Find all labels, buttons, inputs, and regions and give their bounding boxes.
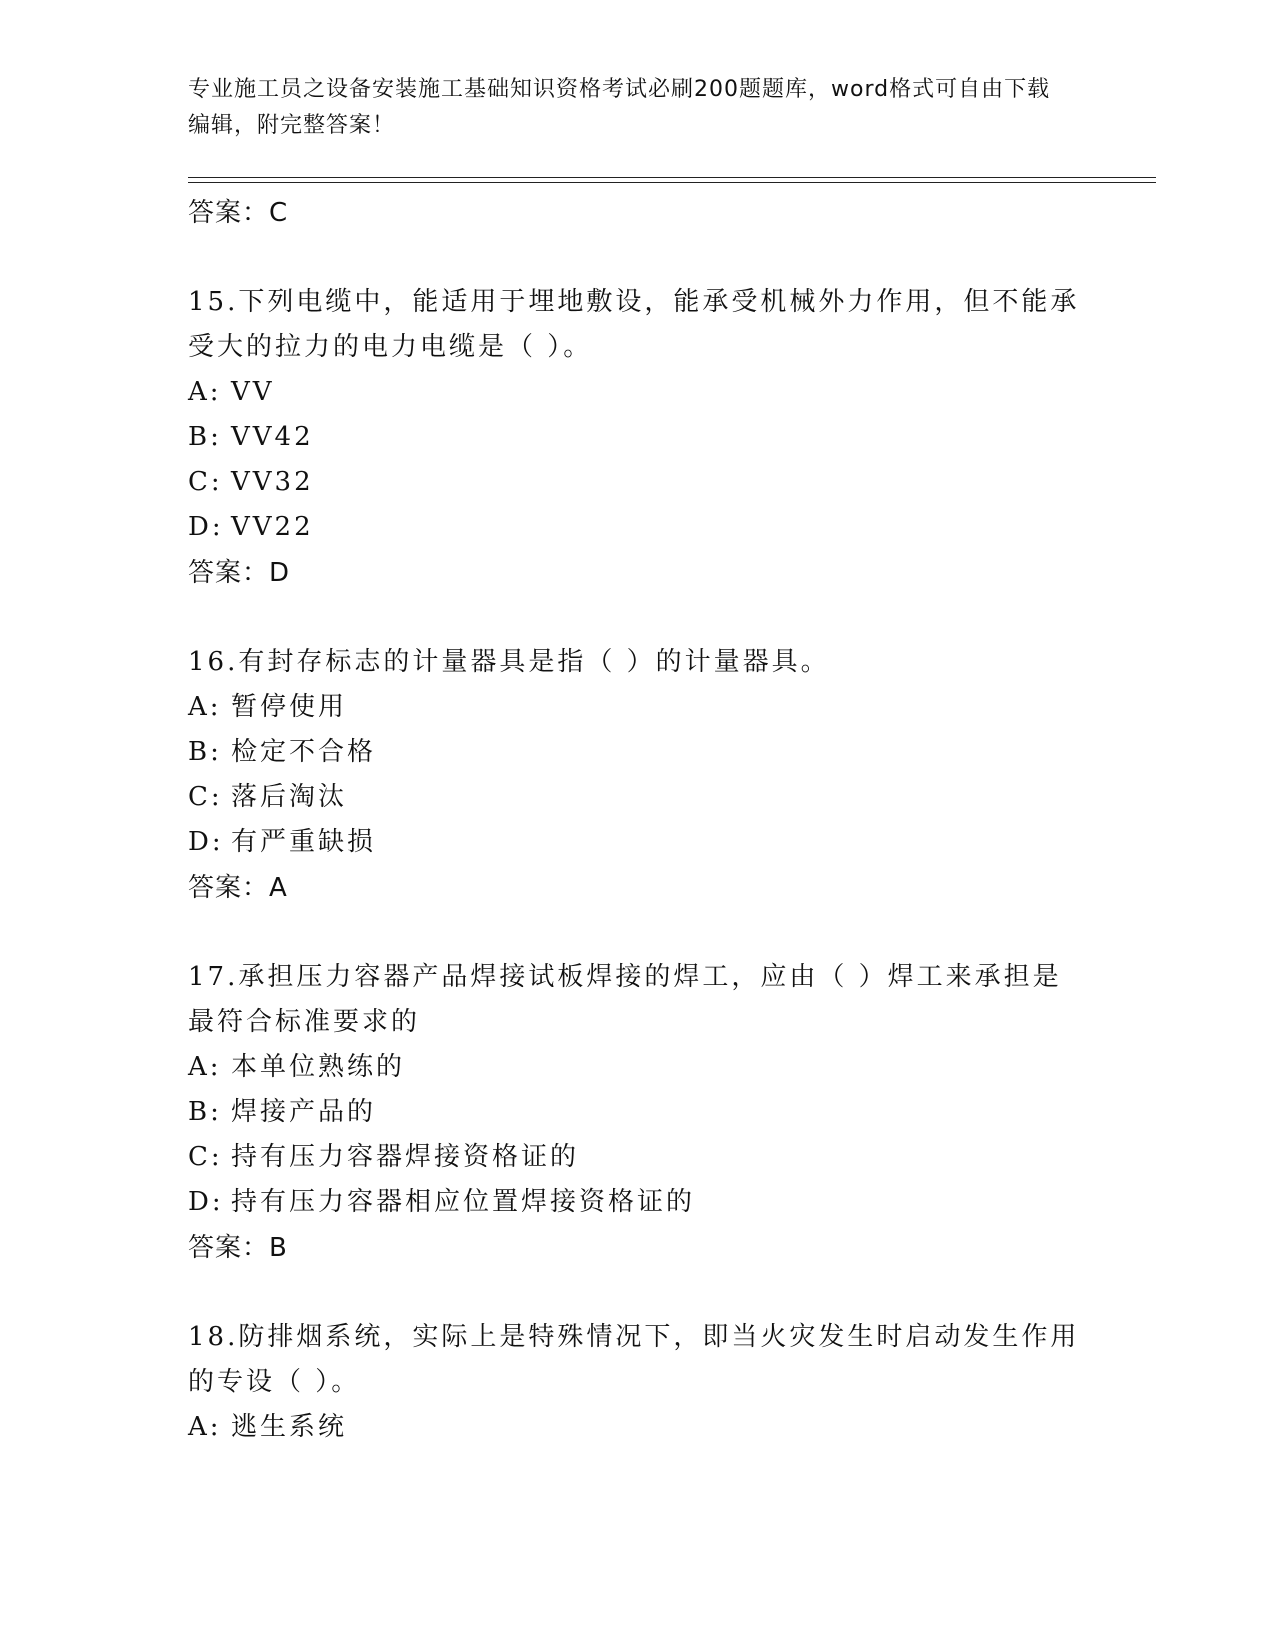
option-text: 有严重缺损 [231,827,377,857]
option-text: VV32 [231,467,314,497]
option-item [188,460,1088,505]
option-text: 焊接产品的 [231,1097,377,1127]
option-text: VV42 [231,422,314,452]
option-letter: B: [188,422,222,452]
answer-line: 答案：C [188,198,289,228]
option-letter: C: [188,467,223,497]
option-text: 本单位熟练的 [231,1052,406,1082]
option-item [188,730,1088,775]
question-text: 16.有封存标志的计量器具是指（ ）的计量器具。 [188,647,830,677]
option-letter: D: [188,512,224,542]
option-item [188,1135,1088,1180]
option-text: VV [231,377,275,407]
option-item [188,1045,1088,1090]
option-text: 检定不合格 [231,737,377,767]
answer-line: 答案：A [188,873,288,903]
option-text: 落后淘汰 [231,782,348,812]
option-text: 逃生系统 [231,1412,348,1442]
document-header-title: 专业施工员之设备安装施工基础知识资格考试必刷200题题库，word格式可自由下载编辑，附完整答案！ [188,77,1051,138]
spacer [188,1271,1088,1315]
option-letter: C: [188,782,223,812]
option-item [188,1405,1088,1450]
option-text: 持有压力容器焊接资格证的 [231,1142,580,1172]
option-text: VV22 [231,512,314,542]
option-text: 暂停使用 [231,692,348,722]
option-letter: B: [188,1097,222,1127]
option-letter: D: [188,1187,224,1217]
option-item [188,415,1088,460]
option-item [188,505,1088,550]
option-letter: C: [188,1142,223,1172]
option-text: 持有压力容器相应位置焊接资格证的 [231,1187,696,1217]
header-divider-top [188,177,1156,178]
header-divider-bottom [188,182,1156,183]
question-text: 17.承担压力容器产品焊接试板焊接的焊工，应由（ ）焊工来承担是最符合标准要求的 [188,962,1062,1037]
option-letter: B: [188,737,222,767]
option-item [188,685,1088,730]
question-text: 18.防排烟系统，实际上是特殊情况下，即当火灾发生时启动发生作用的专设（ ）。 [188,1322,1080,1397]
answer-line: 答案：D [188,558,291,588]
option-letter: A: [188,692,222,722]
option-item [188,370,1088,415]
option-letter: A: [188,377,222,407]
spacer [188,911,1088,955]
answer-line: 答案：B [188,1233,288,1263]
option-item [188,1180,1088,1225]
spacer [188,596,1088,640]
option-item [188,775,1088,820]
spacer [188,236,1088,280]
option-item [188,1090,1088,1135]
question-list [188,190,1088,1450]
option-letter: D: [188,827,224,857]
question-text: 15.下列电缆中，能适用于埋地敷设，能承受机械外力作用，但不能承受大的拉力的电力电缆是（ ）。 [188,287,1080,362]
option-letter: A: [188,1412,222,1442]
option-letter: A: [188,1052,222,1082]
option-item [188,820,1088,865]
